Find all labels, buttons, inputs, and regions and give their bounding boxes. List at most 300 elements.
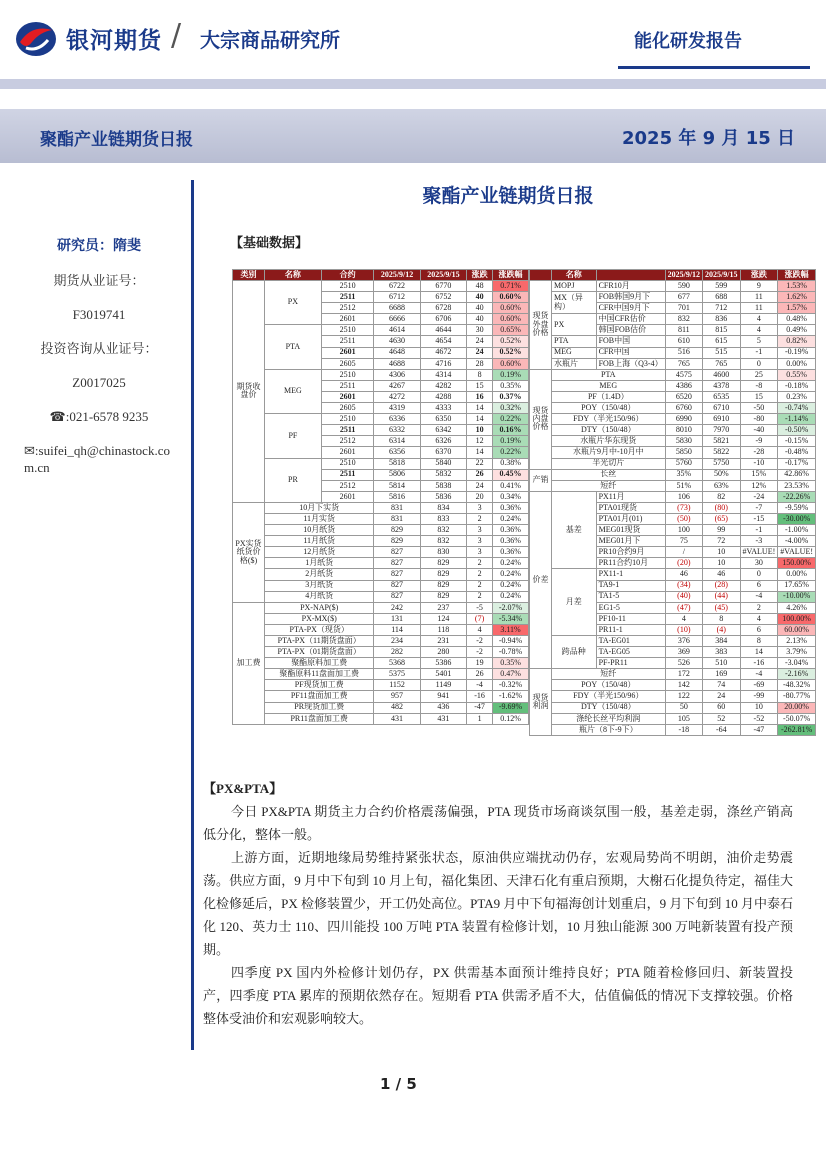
pct-cell: -2.07% <box>493 602 529 613</box>
value-cell: 384 <box>703 636 740 647</box>
table-row <box>233 502 529 513</box>
sub-category-cell: 月差 <box>552 569 597 636</box>
right-data-table <box>529 269 816 736</box>
pct-cell: 0.38% <box>493 458 529 469</box>
name-cell: 聚酯原料加工费 <box>265 658 374 669</box>
value-cell: 124 <box>420 613 466 624</box>
subname-cell: 中国CFR估价 <box>596 314 665 325</box>
pct-cell: -0.94% <box>493 636 529 647</box>
pct-cell: 0.60% <box>493 314 529 325</box>
value-cell: 142 <box>665 680 702 691</box>
change-cell: 16 <box>467 391 493 402</box>
value-cell: 5830 <box>665 436 702 447</box>
value-cell: / <box>665 547 702 558</box>
column-header: 名称 <box>265 270 322 281</box>
value-cell: 5840 <box>420 458 466 469</box>
paragraph-1: 今日 PX&PTA 期货主力合约价格震荡偏强，PTA 现货市场商谈氛围一般，基差走弱，涤丝产销高低分化，整体一般。 <box>203 804 793 842</box>
pct-cell: 0.82% <box>778 336 816 347</box>
table-row <box>233 647 529 658</box>
contract-cell: 2510 <box>321 414 374 425</box>
value-cell: 5386 <box>420 658 466 669</box>
value-cell: 63% <box>703 480 740 491</box>
value-cell: 7970 <box>703 425 740 436</box>
column-header: 类别 <box>233 270 265 281</box>
column-header: 2025/9/15 <box>703 270 740 281</box>
brand-name: 银河期货 <box>66 28 162 54</box>
change-cell: 19 <box>467 658 493 669</box>
value-cell: 114 <box>374 624 420 635</box>
value-cell: 827 <box>374 569 420 580</box>
pct-cell: -0.18% <box>778 380 816 391</box>
pct-cell: 3.11% <box>493 624 529 635</box>
subname-cell: TA9-1 <box>596 580 665 591</box>
subname-cell: TA-EG01 <box>596 636 665 647</box>
paragraph-3: 四季度 PX 国内外检修计划仍存，PX 供需基本面预计维持良好；PTA 随着检修回归、新装置投产，四季度 PTA 累库的预期依然存在。短期看 PTA 供需矛盾不大，估值偏低的情况下支撑较强。价格整体受油价和宏观影响较大。 <box>203 965 793 1026</box>
pct-cell: -0.74% <box>778 403 816 414</box>
change-cell: 15 <box>740 391 778 402</box>
subname-cell: EG1-5 <box>596 602 665 613</box>
value-cell: 482 <box>374 702 420 713</box>
value-cell: 5850 <box>665 447 702 458</box>
category-cell: 现货内盘价格 <box>530 369 552 469</box>
subname-cell: DTY（150/48） <box>552 425 666 436</box>
change-cell: -16 <box>740 658 778 669</box>
banner-date: 2025 年 9 月 15 日 <box>622 128 796 149</box>
table-row <box>530 403 816 414</box>
value-cell: (65) <box>703 513 740 524</box>
change-cell: 48 <box>467 281 493 292</box>
change-cell: -1 <box>740 525 778 536</box>
name-cell: 4月纸货 <box>265 591 374 602</box>
change-cell: -3 <box>740 536 778 547</box>
value-cell: 831 <box>374 513 420 524</box>
change-cell: 15 <box>467 380 493 391</box>
table-row <box>530 636 816 647</box>
table-row <box>233 580 529 591</box>
change-cell: -9 <box>740 436 778 447</box>
subname-cell: CFR中国 <box>596 347 665 358</box>
value-cell: 52 <box>703 713 740 724</box>
subname-cell: FOB中国 <box>596 336 665 347</box>
subname-cell: TA1-5 <box>596 591 665 602</box>
value-cell: 701 <box>665 303 702 314</box>
name-cell: 12月纸货 <box>265 547 374 558</box>
change-cell: 14 <box>467 403 493 414</box>
subname-cell: POY（150/48） <box>552 403 666 414</box>
subname-cell: 水瓶片华东现货 <box>552 436 666 447</box>
change-cell: 2 <box>467 513 493 524</box>
value-cell: 827 <box>374 580 420 591</box>
pct-cell: 0.24% <box>493 558 529 569</box>
page-number: 1 / 5 <box>380 1075 417 1093</box>
name-cell: PF11盘面加工费 <box>265 691 374 702</box>
value-cell: 516 <box>665 347 702 358</box>
pct-cell: -1.62% <box>493 691 529 702</box>
change-cell: 12% <box>740 480 778 491</box>
change-cell: -50 <box>740 403 778 414</box>
value-cell: 50 <box>665 702 702 713</box>
phone: ☎:021-6578 9235 <box>49 409 149 424</box>
email[interactable]: ✉:suifei_qh@chinastock.com.cn <box>24 443 170 475</box>
change-cell: #VALUE! <box>740 547 778 558</box>
value-cell: 4672 <box>420 347 466 358</box>
subname-cell: 短纤 <box>552 480 666 491</box>
value-cell: 172 <box>665 669 702 680</box>
value-cell: 6722 <box>374 281 420 292</box>
contract-cell: 2605 <box>321 358 374 369</box>
value-cell: 829 <box>374 536 420 547</box>
value-cell: 515 <box>703 347 740 358</box>
value-cell: 4648 <box>374 347 420 358</box>
value-cell: 118 <box>420 624 466 635</box>
paragraph-2: 上游方面，近期地缘局势维持紧张状态，原油供应端扰动仍存，宏观局势尚不明朗，油价走势震荡。供应方面，9 月中下旬到 10 月上旬，福化集团、天津石化有重启预期，大榭石化提负待定，福佳大化检修延后，PX 检修装置少，开工仍处高位。PTA9 月中下旬福海创计划重启，9 月下旬到 10 月中泰石化 120、英力士 110、四川能投 100 万吨 PTA 装置有检修计划，10 月独山能源 300 万吨新装置有投产预期。 <box>203 850 793 957</box>
cert2-number: Z0017025 <box>72 375 126 390</box>
value-cell: 833 <box>420 513 466 524</box>
value-cell: 526 <box>665 658 702 669</box>
value-cell: 6752 <box>420 292 466 303</box>
table-row <box>233 569 529 580</box>
contract-cell: 2512 <box>321 303 374 314</box>
value-cell: 6350 <box>420 414 466 425</box>
value-cell: 5838 <box>420 480 466 491</box>
pct-cell: 0.22% <box>493 414 529 425</box>
table-row <box>233 325 529 336</box>
change-cell: 40 <box>467 314 493 325</box>
category-cell: PX实货纸货价格($) <box>233 502 265 602</box>
value-cell: 6342 <box>420 425 466 436</box>
subname-cell: PR10合约9月 <box>596 547 665 558</box>
value-cell: 74 <box>703 680 740 691</box>
subname-cell: CFR10月 <box>596 281 665 292</box>
category-cell: 现货外盘价格 <box>530 281 552 370</box>
pct-cell: -80.77% <box>778 691 816 702</box>
section-heading-px-pta: 【PX&PTA】 <box>203 781 283 796</box>
pct-cell: 0.24% <box>493 580 529 591</box>
subname-cell: MEG <box>552 380 666 391</box>
change-cell: -28 <box>740 447 778 458</box>
change-cell: 20 <box>467 491 493 502</box>
pct-cell: 1.57% <box>778 303 816 314</box>
change-cell: -99 <box>740 691 778 702</box>
table-row <box>233 591 529 602</box>
change-cell: 40 <box>467 303 493 314</box>
table-row <box>530 380 816 391</box>
value-cell: -64 <box>703 724 740 735</box>
change-cell: 25 <box>740 369 778 380</box>
change-cell: 4 <box>740 314 778 325</box>
pct-cell: 0.41% <box>493 480 529 491</box>
table-row <box>530 447 816 458</box>
column-header: 合约 <box>321 270 374 281</box>
pct-cell: 0.34% <box>493 491 529 502</box>
name-cell: 2月纸货 <box>265 569 374 580</box>
sub-category-cell: 基差 <box>552 491 597 569</box>
pct-cell: 17.65% <box>778 580 816 591</box>
name-cell: MOPJ <box>552 281 597 292</box>
value-cell: 369 <box>665 647 702 658</box>
value-cell: 688 <box>703 292 740 303</box>
pct-cell: 0.52% <box>493 336 529 347</box>
value-cell: (47) <box>665 602 702 613</box>
pct-cell: -5.34% <box>493 613 529 624</box>
table-row <box>530 469 816 480</box>
header-band-top <box>0 79 826 89</box>
value-cell: 169 <box>703 669 740 680</box>
pct-cell: 1.53% <box>778 281 816 292</box>
value-cell: 510 <box>703 658 740 669</box>
value-cell: (73) <box>665 502 702 513</box>
table-row <box>233 691 529 702</box>
change-cell: -4 <box>467 680 493 691</box>
value-cell: 4716 <box>420 358 466 369</box>
change-cell: -16 <box>467 691 493 702</box>
change-cell: -2 <box>467 636 493 647</box>
value-cell: 4306 <box>374 369 420 380</box>
value-cell: 5368 <box>374 658 420 669</box>
contract-cell: 2512 <box>321 436 374 447</box>
pct-cell: 0.23% <box>778 391 816 402</box>
change-cell: 0 <box>740 569 778 580</box>
value-cell: 615 <box>703 336 740 347</box>
value-cell: 105 <box>665 713 702 724</box>
contract-cell: 2605 <box>321 403 374 414</box>
change-cell: 26 <box>467 469 493 480</box>
pct-cell: 0.12% <box>493 713 529 724</box>
report-type: 能化研发报告 <box>634 31 742 52</box>
value-cell: 4267 <box>374 380 420 391</box>
name-cell: PR <box>265 458 322 502</box>
value-cell: 1152 <box>374 680 420 691</box>
table-row <box>233 536 529 547</box>
table-row <box>530 436 816 447</box>
subname-cell: PX11-1 <box>596 569 665 580</box>
value-cell: 831 <box>374 502 420 513</box>
value-cell: 6370 <box>420 447 466 458</box>
pct-cell: 60.00% <box>778 624 816 635</box>
change-cell: -80 <box>740 414 778 425</box>
pct-cell: -1.00% <box>778 525 816 536</box>
change-cell: 11 <box>740 303 778 314</box>
change-cell: 15% <box>740 469 778 480</box>
pct-cell: -4.00% <box>778 536 816 547</box>
pct-cell: -0.17% <box>778 458 816 469</box>
pct-cell: 0.36% <box>493 536 529 547</box>
name-cell: PR现货加工费 <box>265 702 374 713</box>
subname-cell: PR11合约10月 <box>596 558 665 569</box>
pct-cell: 0.00% <box>778 358 816 369</box>
galaxy-logo-icon <box>14 20 58 58</box>
cert1-number: F3019741 <box>72 307 126 322</box>
contract-cell: 2511 <box>321 469 374 480</box>
table-row <box>233 558 529 569</box>
name-cell: PTA-PX（01期货盘面） <box>265 647 374 658</box>
subname-cell: POY（150/48） <box>552 680 666 691</box>
change-cell: 6 <box>740 624 778 635</box>
value-cell: 60 <box>703 702 740 713</box>
value-cell: 4688 <box>374 358 420 369</box>
table-row <box>233 613 529 624</box>
pct-cell: 0.32% <box>493 403 529 414</box>
value-cell: 712 <box>703 303 740 314</box>
name-cell: PX <box>265 281 322 325</box>
change-cell: -24 <box>740 491 778 502</box>
institute-name: 大宗商品研究所 <box>200 28 340 52</box>
contract-cell: 2601 <box>321 347 374 358</box>
value-cell: 5401 <box>420 669 466 680</box>
value-cell: 231 <box>420 636 466 647</box>
subname-cell: FOB上海（Q3-4） <box>596 358 665 369</box>
subname-cell: 长丝 <box>552 469 666 480</box>
change-cell: 4 <box>740 325 778 336</box>
contract-cell: 2601 <box>321 391 374 402</box>
value-cell: 610 <box>665 336 702 347</box>
name-cell: MEG <box>265 369 322 413</box>
pct-cell: 100.00% <box>778 613 816 624</box>
value-cell: 131 <box>374 613 420 624</box>
banner-title: 聚酯产业链期货日报 <box>40 130 193 150</box>
header-band-gap <box>0 89 826 109</box>
category-cell: 现货利润 <box>530 669 552 736</box>
pct-cell: -0.50% <box>778 425 816 436</box>
change-cell: 10 <box>467 425 493 436</box>
value-cell: (50) <box>665 513 702 524</box>
value-cell: 10 <box>703 547 740 558</box>
value-cell: (44) <box>703 591 740 602</box>
name-cell: 聚酯原料11盘面加工费 <box>265 669 374 680</box>
value-cell: 4272 <box>374 391 420 402</box>
change-cell: -4 <box>740 669 778 680</box>
change-cell: 11 <box>740 292 778 303</box>
change-cell: -15 <box>740 513 778 524</box>
change-cell: 3 <box>467 502 493 513</box>
change-cell: 2 <box>467 558 493 569</box>
value-cell: 106 <box>665 491 702 502</box>
pct-cell: 0.47% <box>493 669 529 680</box>
value-cell: 599 <box>703 281 740 292</box>
pct-cell: 2.13% <box>778 636 816 647</box>
table-row <box>233 702 529 713</box>
pct-cell: 0.36% <box>493 547 529 558</box>
pct-cell: 0.36% <box>493 502 529 513</box>
subname-cell: MEG01月下 <box>596 536 665 547</box>
pct-cell: -3.04% <box>778 658 816 669</box>
change-cell: 2 <box>467 591 493 602</box>
value-cell: 4314 <box>420 369 466 380</box>
change-cell: 3 <box>467 536 493 547</box>
value-cell: (10) <box>665 624 702 635</box>
pct-cell: 4.26% <box>778 602 816 613</box>
value-cell: 5816 <box>374 491 420 502</box>
name-cell: 11月实货 <box>265 513 374 524</box>
table-row <box>233 281 529 292</box>
pct-cell: 0.60% <box>493 292 529 303</box>
table-row <box>233 513 529 524</box>
value-cell: 431 <box>374 713 420 724</box>
value-cell: (34) <box>665 580 702 591</box>
column-header <box>530 270 552 281</box>
table-row <box>530 369 816 380</box>
table-row <box>530 391 816 402</box>
change-cell: 8 <box>467 369 493 380</box>
value-cell: 5821 <box>703 436 740 447</box>
pct-cell: 23.53% <box>778 480 816 491</box>
name-cell: 1月纸货 <box>265 558 374 569</box>
value-cell: 99 <box>703 525 740 536</box>
pct-cell: 0.19% <box>493 369 529 380</box>
subname-cell: 半光切片 <box>552 458 666 469</box>
subname-cell: CFR中国9月下 <box>596 303 665 314</box>
value-cell: 1149 <box>420 680 466 691</box>
table-header-row <box>233 270 529 281</box>
value-cell: 46 <box>665 569 702 580</box>
table-row <box>233 458 529 469</box>
subname-cell: FDY（半光150/96） <box>552 691 666 702</box>
value-cell: 280 <box>420 647 466 658</box>
value-cell: (45) <box>703 602 740 613</box>
pct-cell: -22.26% <box>778 491 816 502</box>
name-cell: PTA <box>265 325 322 369</box>
pct-cell: 1.62% <box>778 292 816 303</box>
value-cell: 957 <box>374 691 420 702</box>
value-cell: 815 <box>703 325 740 336</box>
pct-cell: -262.81% <box>778 724 816 735</box>
pct-cell: 0.60% <box>493 303 529 314</box>
subname-cell: PTA01月(01) <box>596 513 665 524</box>
pct-cell: 0.71% <box>493 281 529 292</box>
contract-cell: 2512 <box>321 480 374 491</box>
contract-cell: 2510 <box>321 281 374 292</box>
value-cell: (40) <box>665 591 702 602</box>
value-cell: 829 <box>374 525 420 536</box>
value-cell: 82 <box>703 491 740 502</box>
name-cell: 11月纸货 <box>265 536 374 547</box>
change-cell: (7) <box>467 613 493 624</box>
table-row <box>530 414 816 425</box>
change-cell: -1 <box>740 347 778 358</box>
subname-cell: MEG01现货 <box>596 525 665 536</box>
researcher-name: 研究员：隋斐 <box>57 239 141 254</box>
contract-cell: 2601 <box>321 314 374 325</box>
change-cell: 1 <box>467 713 493 724</box>
change-cell: 28 <box>467 358 493 369</box>
value-cell: 811 <box>665 325 702 336</box>
pct-cell: 0.24% <box>493 569 529 580</box>
value-cell: 832 <box>420 536 466 547</box>
pct-cell: 0.35% <box>493 380 529 391</box>
value-cell: 5836 <box>420 491 466 502</box>
column-header: 涨跌 <box>467 270 493 281</box>
change-cell: 2 <box>467 580 493 591</box>
value-cell: 6535 <box>703 391 740 402</box>
name-cell: PTA <box>552 336 597 347</box>
subname-cell: 韩国FOB估价 <box>596 325 665 336</box>
value-cell: 75 <box>665 536 702 547</box>
name-cell: PR11盘面加工费 <box>265 713 374 724</box>
pct-cell: -2.16% <box>778 669 816 680</box>
contract-cell: 2601 <box>321 447 374 458</box>
value-cell: 832 <box>665 314 702 325</box>
pct-cell: 0.48% <box>778 314 816 325</box>
contract-cell: 2511 <box>321 425 374 436</box>
table-row <box>233 713 529 724</box>
value-cell: 836 <box>703 314 740 325</box>
name-cell: 10月下实货 <box>265 502 374 513</box>
column-header: 2025/9/12 <box>665 270 702 281</box>
change-cell: 14 <box>740 647 778 658</box>
change-cell: 4 <box>740 613 778 624</box>
category-cell: 加工费 <box>233 602 265 724</box>
name-cell: 3月纸货 <box>265 580 374 591</box>
